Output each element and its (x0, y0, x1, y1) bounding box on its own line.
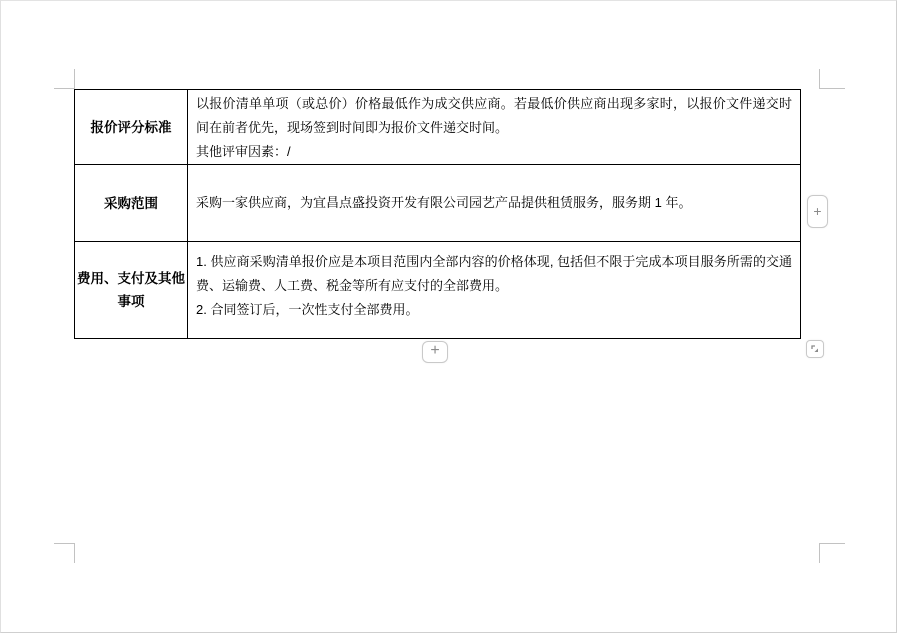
label-cell-fees-payment[interactable] (75, 242, 188, 339)
paragraph: 1. 供应商采购清单报价应是本项目范围内全部内容的价格体现, 包括但不限于完成本项目服务所需的交通费、运输费、人工费、税金等所有应支付的全部费用。 (196, 254, 792, 293)
content-cell-quotation-scoring[interactable] (188, 90, 801, 165)
row-label: 费用、支付及其他事项 (77, 271, 185, 309)
content-cell-fees-payment[interactable] (188, 242, 801, 339)
margin-mark-top-right-icon (819, 69, 845, 89)
table-resize-button[interactable] (806, 340, 824, 358)
add-row-button[interactable] (422, 341, 448, 363)
paragraph: 2. 合同签订后，一次性支付全部费用。 (196, 302, 419, 317)
document-table (74, 89, 801, 339)
paragraph: 采购一家供应商，为宜昌点盛投资开发有限公司园艺产品提供租赁服务，服务期 1 年。 (196, 195, 692, 210)
content-cell-procurement-scope[interactable] (188, 165, 801, 242)
label-cell-procurement-scope[interactable] (75, 165, 188, 242)
row-label: 报价评分标准 (90, 119, 172, 135)
margin-mark-top-left-icon (54, 69, 75, 89)
paragraph: 其他评审因素：/ (196, 144, 291, 159)
row-label: 采购范围 (104, 195, 158, 211)
paragraph: 以报价清单单项（或总价）价格最低作为成交供应商。若最低价供应商出现多家时，以报价文件递交时间在前者优先，现场签到时间即为报价文件递交时间。 (196, 96, 792, 135)
plus-icon: + (430, 342, 440, 359)
label-cell-quotation-scoring[interactable] (75, 90, 188, 165)
margin-mark-bottom-right-icon (819, 543, 845, 563)
add-column-button[interactable] (807, 195, 828, 228)
plus-icon: + (813, 202, 822, 219)
diagonal-resize-icon (810, 344, 820, 354)
margin-mark-bottom-left-icon (54, 543, 75, 563)
